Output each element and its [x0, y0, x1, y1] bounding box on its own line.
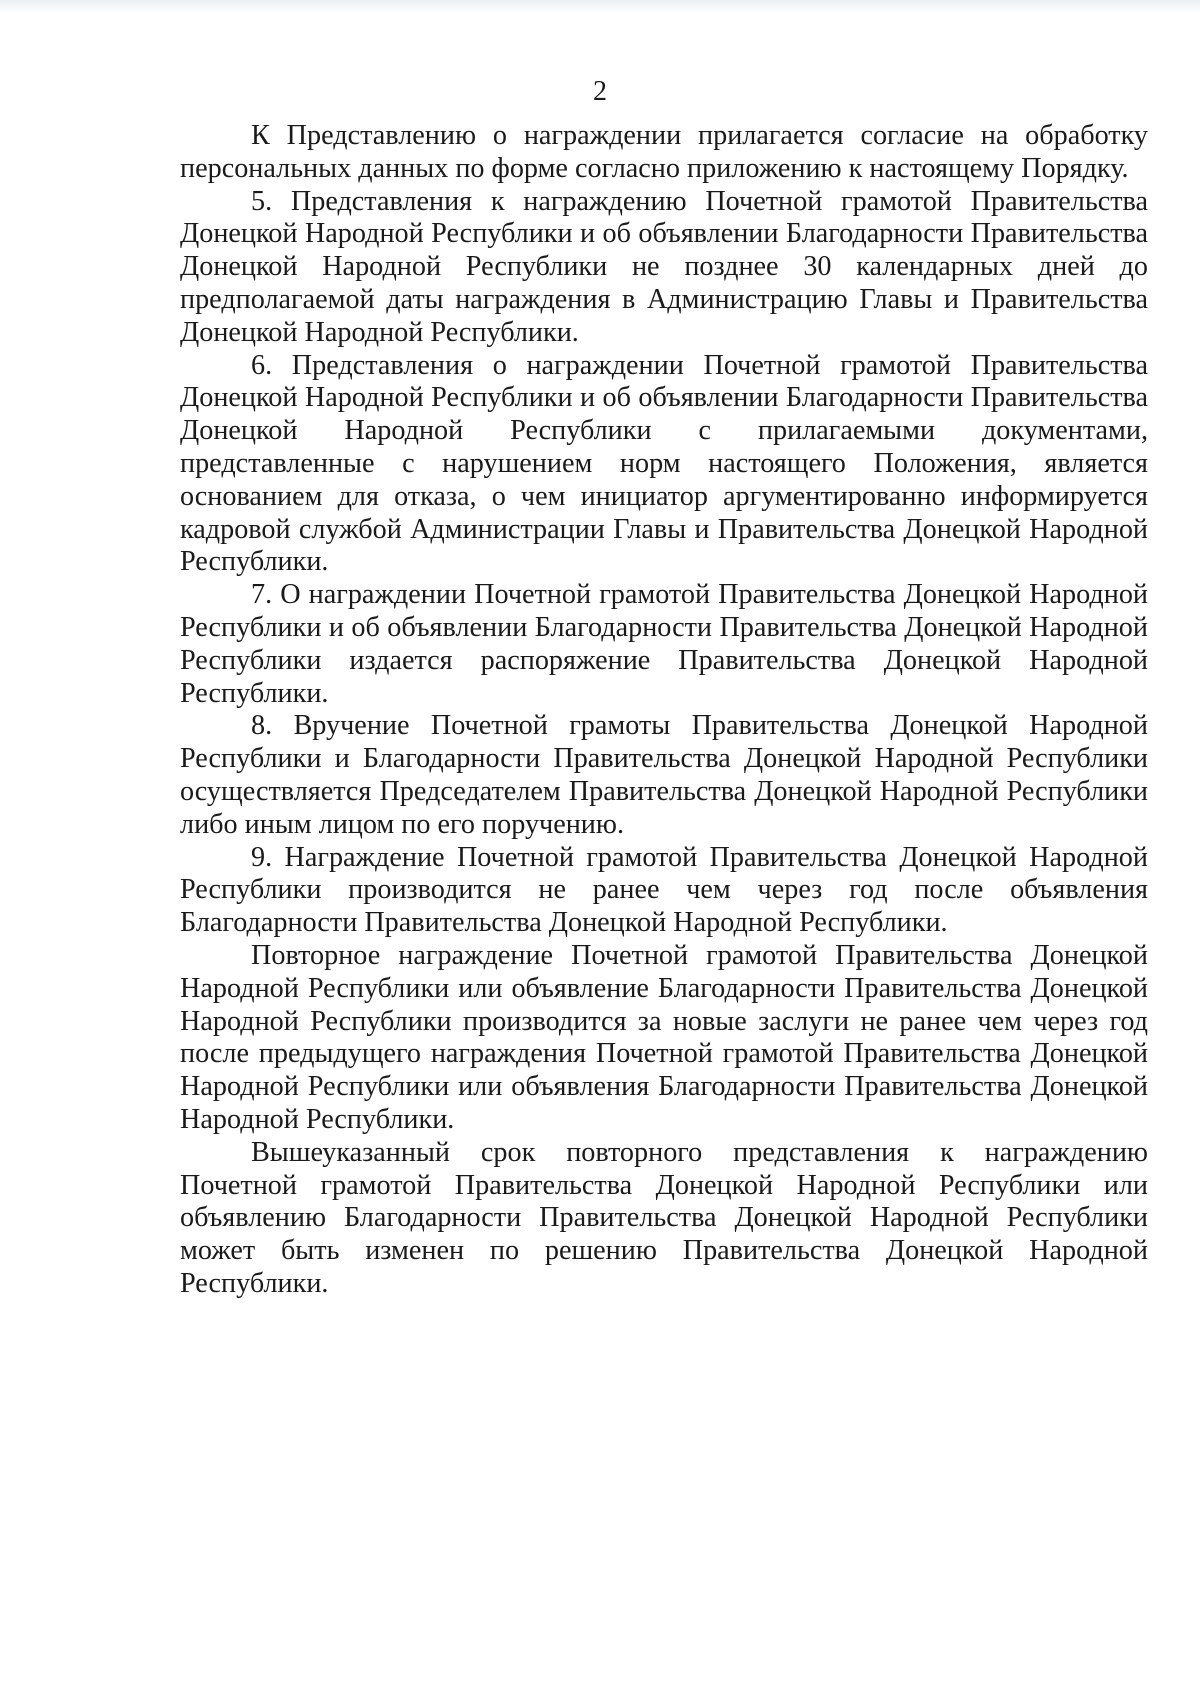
document-body — [180, 120, 1148, 1301]
paragraph-item-7: 7. О награждении Почетной грамотой Правительства Донецкой Народной Республики и об объявлении Благодарности Правительства Донецкой Народной Республики издается распоряжение Правительства Донецкой Народной Республики. — [180, 579, 1148, 709]
scan-top-edge — [0, 0, 1200, 14]
paragraph-term-change: Вышеуказанный срок повторного представления к награждению Почетной грамотой Правительства Донецкой Народной Республики или объявлению Благодарности Правительства Донецкой Народной Республики может быть изменен по решению Правительства Донецкой Народной Республики. — [180, 1136, 1148, 1299]
paragraph-item-6: 6. Представления о награждении Почетной грамотой Правительства Донецкой Народной Республики и об объявлении Благодарности Правительства Донецкой Народной Республики с прилагаемыми документами, представленные с нарушением норм настоящего Положения, является основанием для отказа, о чем инициатор аргументированно информируется кадровой службой Администрации Главы и Правительства Донецкой Народной Республики. — [180, 349, 1148, 578]
paragraph-item-9: 9. Награждение Почетной грамотой Правительства Донецкой Народной Республики производится не ранее чем через год после объявления Благодарности Правительства Донецкой Народной Республики. — [180, 841, 1148, 939]
paragraph-item-5: 5. Представления к награждению Почетной грамотой Правительства Донецкой Народной Республики и об объявлении Благодарности Правительства Донецкой Народной Республики не позднее 30 календарных дней до предполагаемой даты награждения в Администрацию Главы и Правительства Донецкой Народной Республики. — [180, 185, 1148, 348]
page-number: 2 — [593, 76, 607, 107]
paragraph-item-8: 8. Вручение Почетной грамоты Правительства Донецкой Народной Республики и Благодарности Правительства Донецкой Народной Республики осуществляется Председателем Правительства Донецкой Народной Республики либо иным лицом по его поручению. — [180, 710, 1148, 840]
paragraph-consent-attachment: К Представлению о награждении прилагается согласие на обработку персональных данных по форме согласно приложению к настоящему Порядку. — [180, 120, 1148, 184]
paragraph-repeat-award: Повторное награждение Почетной грамотой Правительства Донецкой Народной Республики или объявление Благодарности Правительства Донецкой Народной Республики производится за новые заслуги не ранее чем через год после предыдущего награждения Почетной грамотой Правительства Донецкой Народной Республики или объявления Благодарности Правительства Донецкой Народной Республики. — [180, 939, 1148, 1135]
